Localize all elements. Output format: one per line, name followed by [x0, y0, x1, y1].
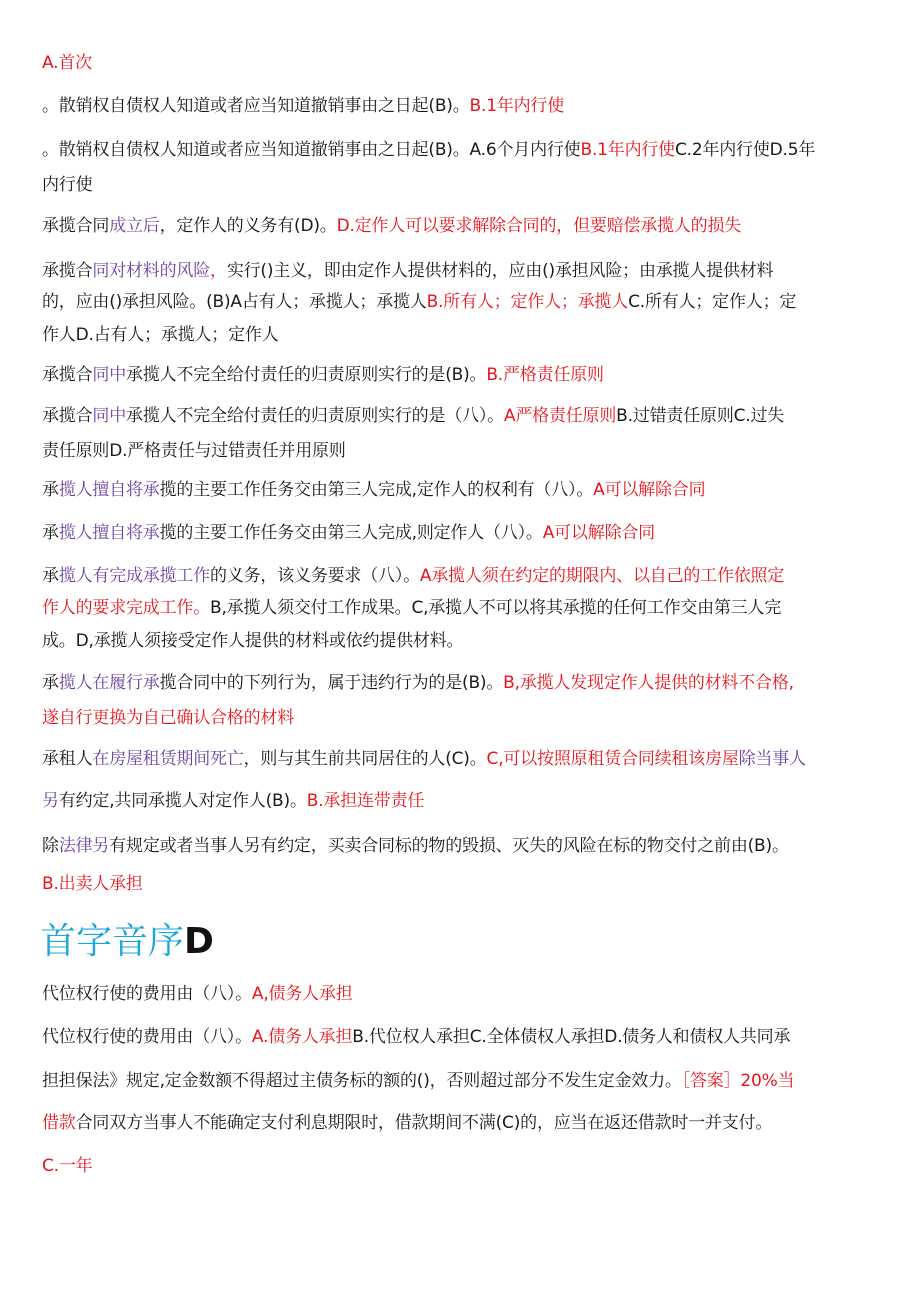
text-line: [42, 1073, 794, 1090]
text-segment: B.出卖人承担: [42, 874, 143, 894]
text-line: [42, 568, 784, 585]
text-line: [42, 408, 784, 425]
text-line: [42, 327, 279, 344]
text-segment: 法律另: [58, 836, 110, 856]
text-segment: 除当事人: [738, 749, 806, 769]
text-segment: A.首次: [42, 53, 92, 73]
text-segment: 同对材料的风险: [92, 261, 211, 281]
text-segment: 揽人在履行承: [58, 673, 160, 693]
text-segment: A可以解除合同: [542, 523, 655, 543]
text-segment: 实行()主义，即由定作人提供材料的，应由()承担风险；由承揽人提供材料: [226, 261, 774, 281]
text-segment: 揽的主要工作任务交由第三人完成,则定作人（八）。: [159, 523, 543, 543]
text-segment: 揽合同中的下列行为，属于违约行为的是(B)。: [159, 673, 504, 693]
text-segment: B.承担连带责任: [306, 791, 425, 811]
text-line: [42, 751, 806, 768]
text-line: [42, 263, 773, 280]
text-line: [42, 600, 781, 617]
text-segment: 承揽合同: [42, 216, 110, 236]
text-segment: A承揽人须在约定的期限内、以自己的工作依照定: [419, 566, 785, 586]
text-segment: 承: [42, 523, 59, 543]
text-segment: 的义务，该义务要求（八）。: [210, 566, 420, 586]
text-segment: 同中: [92, 365, 127, 385]
text-line: [42, 98, 564, 115]
text-segment: B.所有人；定作人；承揽人: [426, 292, 629, 312]
text-segment: ，: [210, 261, 227, 281]
heading-text: 首字音序: [40, 921, 185, 962]
text-segment: 承揽人不完全给付责任的归责原则实行的是(B)。: [126, 365, 487, 385]
text-segment: 作人的要求完成工作。: [42, 598, 210, 618]
text-segment: 承: [42, 673, 59, 693]
text-segment: 揽人有完成承揽工作: [58, 566, 211, 586]
text-segment: 有规定或者当事人另有约定，买卖合同标的物的毁损、灭失的风险在标的物交付之前由(B)。: [109, 836, 789, 856]
text-segment: 承揽人不完全给付责任的归责原则实行的是（八）。: [126, 406, 504, 426]
text-segment: 承揽合: [42, 406, 93, 426]
text-segment: A,债务人承担: [251, 984, 353, 1004]
text-segment: B.代位权人承担C.全体债权人承担D.债务人和债权人共同承: [352, 1027, 791, 1047]
text-segment: B.过错责任原则C.过失: [616, 406, 785, 426]
text-line: [42, 838, 789, 855]
text-line: [42, 218, 741, 235]
text-segment: C.一年: [42, 1156, 93, 1176]
text-line: [42, 633, 463, 650]
text-segment: 承: [42, 480, 59, 500]
text-segment: 作人D.占有人；承揽人；定作人: [42, 325, 279, 345]
text-segment: 承揽合: [42, 261, 93, 281]
text-segment: 成立后: [109, 216, 160, 236]
text-segment: B.1年内行使: [469, 96, 565, 116]
text-segment: 在房屋租赁期间死亡: [92, 749, 244, 769]
heading-letter: D: [184, 921, 214, 962]
text-segment: 遂自行更换为自己确认合格的材料: [42, 708, 294, 728]
text-segment: ，则与其生前共同居住的人(C)。: [243, 749, 487, 769]
text-segment: B.严格责任原则: [486, 365, 604, 385]
text-line: [42, 55, 92, 72]
text-segment: 有约定,共同承揽人对定作人(B)。: [58, 791, 307, 811]
text-line: [42, 710, 294, 727]
text-segment: 担担保法》规定,定金数额不得超过主债务标的额的()，否则超过部分不发生定金效力。: [42, 1071, 682, 1091]
text-line: [42, 142, 815, 159]
text-line: [42, 177, 92, 194]
text-line: [42, 482, 705, 499]
text-segment: ［答案］20%当: [681, 1071, 795, 1091]
text-segment: C,可以按照原租赁合同续租该房屋: [486, 749, 739, 769]
text-segment: A.债务人承担: [251, 1027, 353, 1047]
text-line: [42, 443, 346, 460]
text-segment: A可以解除合同: [593, 480, 706, 500]
text-segment: 合同双方当事人不能确定支付利息期限时，借款期间不满(C)的，应当在返还借款时一并支付。: [75, 1113, 773, 1133]
text-segment: 借款: [42, 1113, 76, 1133]
text-line: [42, 525, 655, 542]
text-segment: 内行使: [42, 175, 93, 195]
text-segment: 代位权行使的费用由（八）。: [42, 1027, 252, 1047]
text-line: [42, 367, 604, 384]
text-line: [42, 986, 353, 1003]
text-line: [42, 1158, 92, 1175]
text-line: [42, 294, 796, 311]
text-segment: 承租人: [42, 749, 93, 769]
text-segment: B,承揽人发现定作人提供的材料不合格,: [503, 673, 794, 693]
section-heading: [40, 922, 214, 962]
text-segment: 成。D,承揽人须接受定作人提供的材料或依约提供材料。: [42, 631, 464, 651]
text-line: [42, 876, 143, 893]
text-segment: 另: [42, 791, 59, 811]
text-segment: 揽人擅自将承: [58, 523, 160, 543]
text-segment: D.定作人可以要求解除合同的，但要赔偿承揽人的损失: [336, 216, 742, 236]
text-line: [42, 793, 424, 810]
text-line: [42, 1029, 790, 1046]
text-segment: 承揽合: [42, 365, 93, 385]
text-segment: 揽人擅自将承: [58, 480, 160, 500]
text-line: [42, 675, 794, 692]
text-segment: 的，应由()承担风险。(B)A占有人；承揽人；承揽人: [42, 292, 427, 312]
text-segment: 。散销权自债权人知道或者应当知道撤销事由之日起(B)。A.6个月内行使: [42, 140, 581, 160]
text-segment: 揽的主要工作任务交由第三人完成,定作人的权利有（八）。: [159, 480, 594, 500]
text-segment: 同中: [92, 406, 127, 426]
text-segment: 。散销权自债权人知道或者应当知道撤销事由之日起(B)。: [42, 96, 470, 116]
text-line: [42, 1115, 772, 1132]
text-segment: C.所有人；定作人；定: [628, 292, 797, 312]
text-segment: A严格责任原则: [503, 406, 617, 426]
text-segment: C.2年内行使D.5年: [674, 140, 816, 160]
text-segment: 代位权行使的费用由（八）。: [42, 984, 252, 1004]
text-segment: 责任原则D.严格责任与过错责任并用原则: [42, 441, 346, 461]
text-segment: 承: [42, 566, 59, 586]
text-segment: B,承揽人须交付工作成果。C,承揽人不可以将其承揽的任何工作交由第三人完: [210, 598, 782, 618]
text-segment: ，定作人的义务有(D)。: [159, 216, 337, 236]
text-segment: B.1年内行使: [580, 140, 675, 160]
text-segment: 除: [42, 836, 59, 856]
